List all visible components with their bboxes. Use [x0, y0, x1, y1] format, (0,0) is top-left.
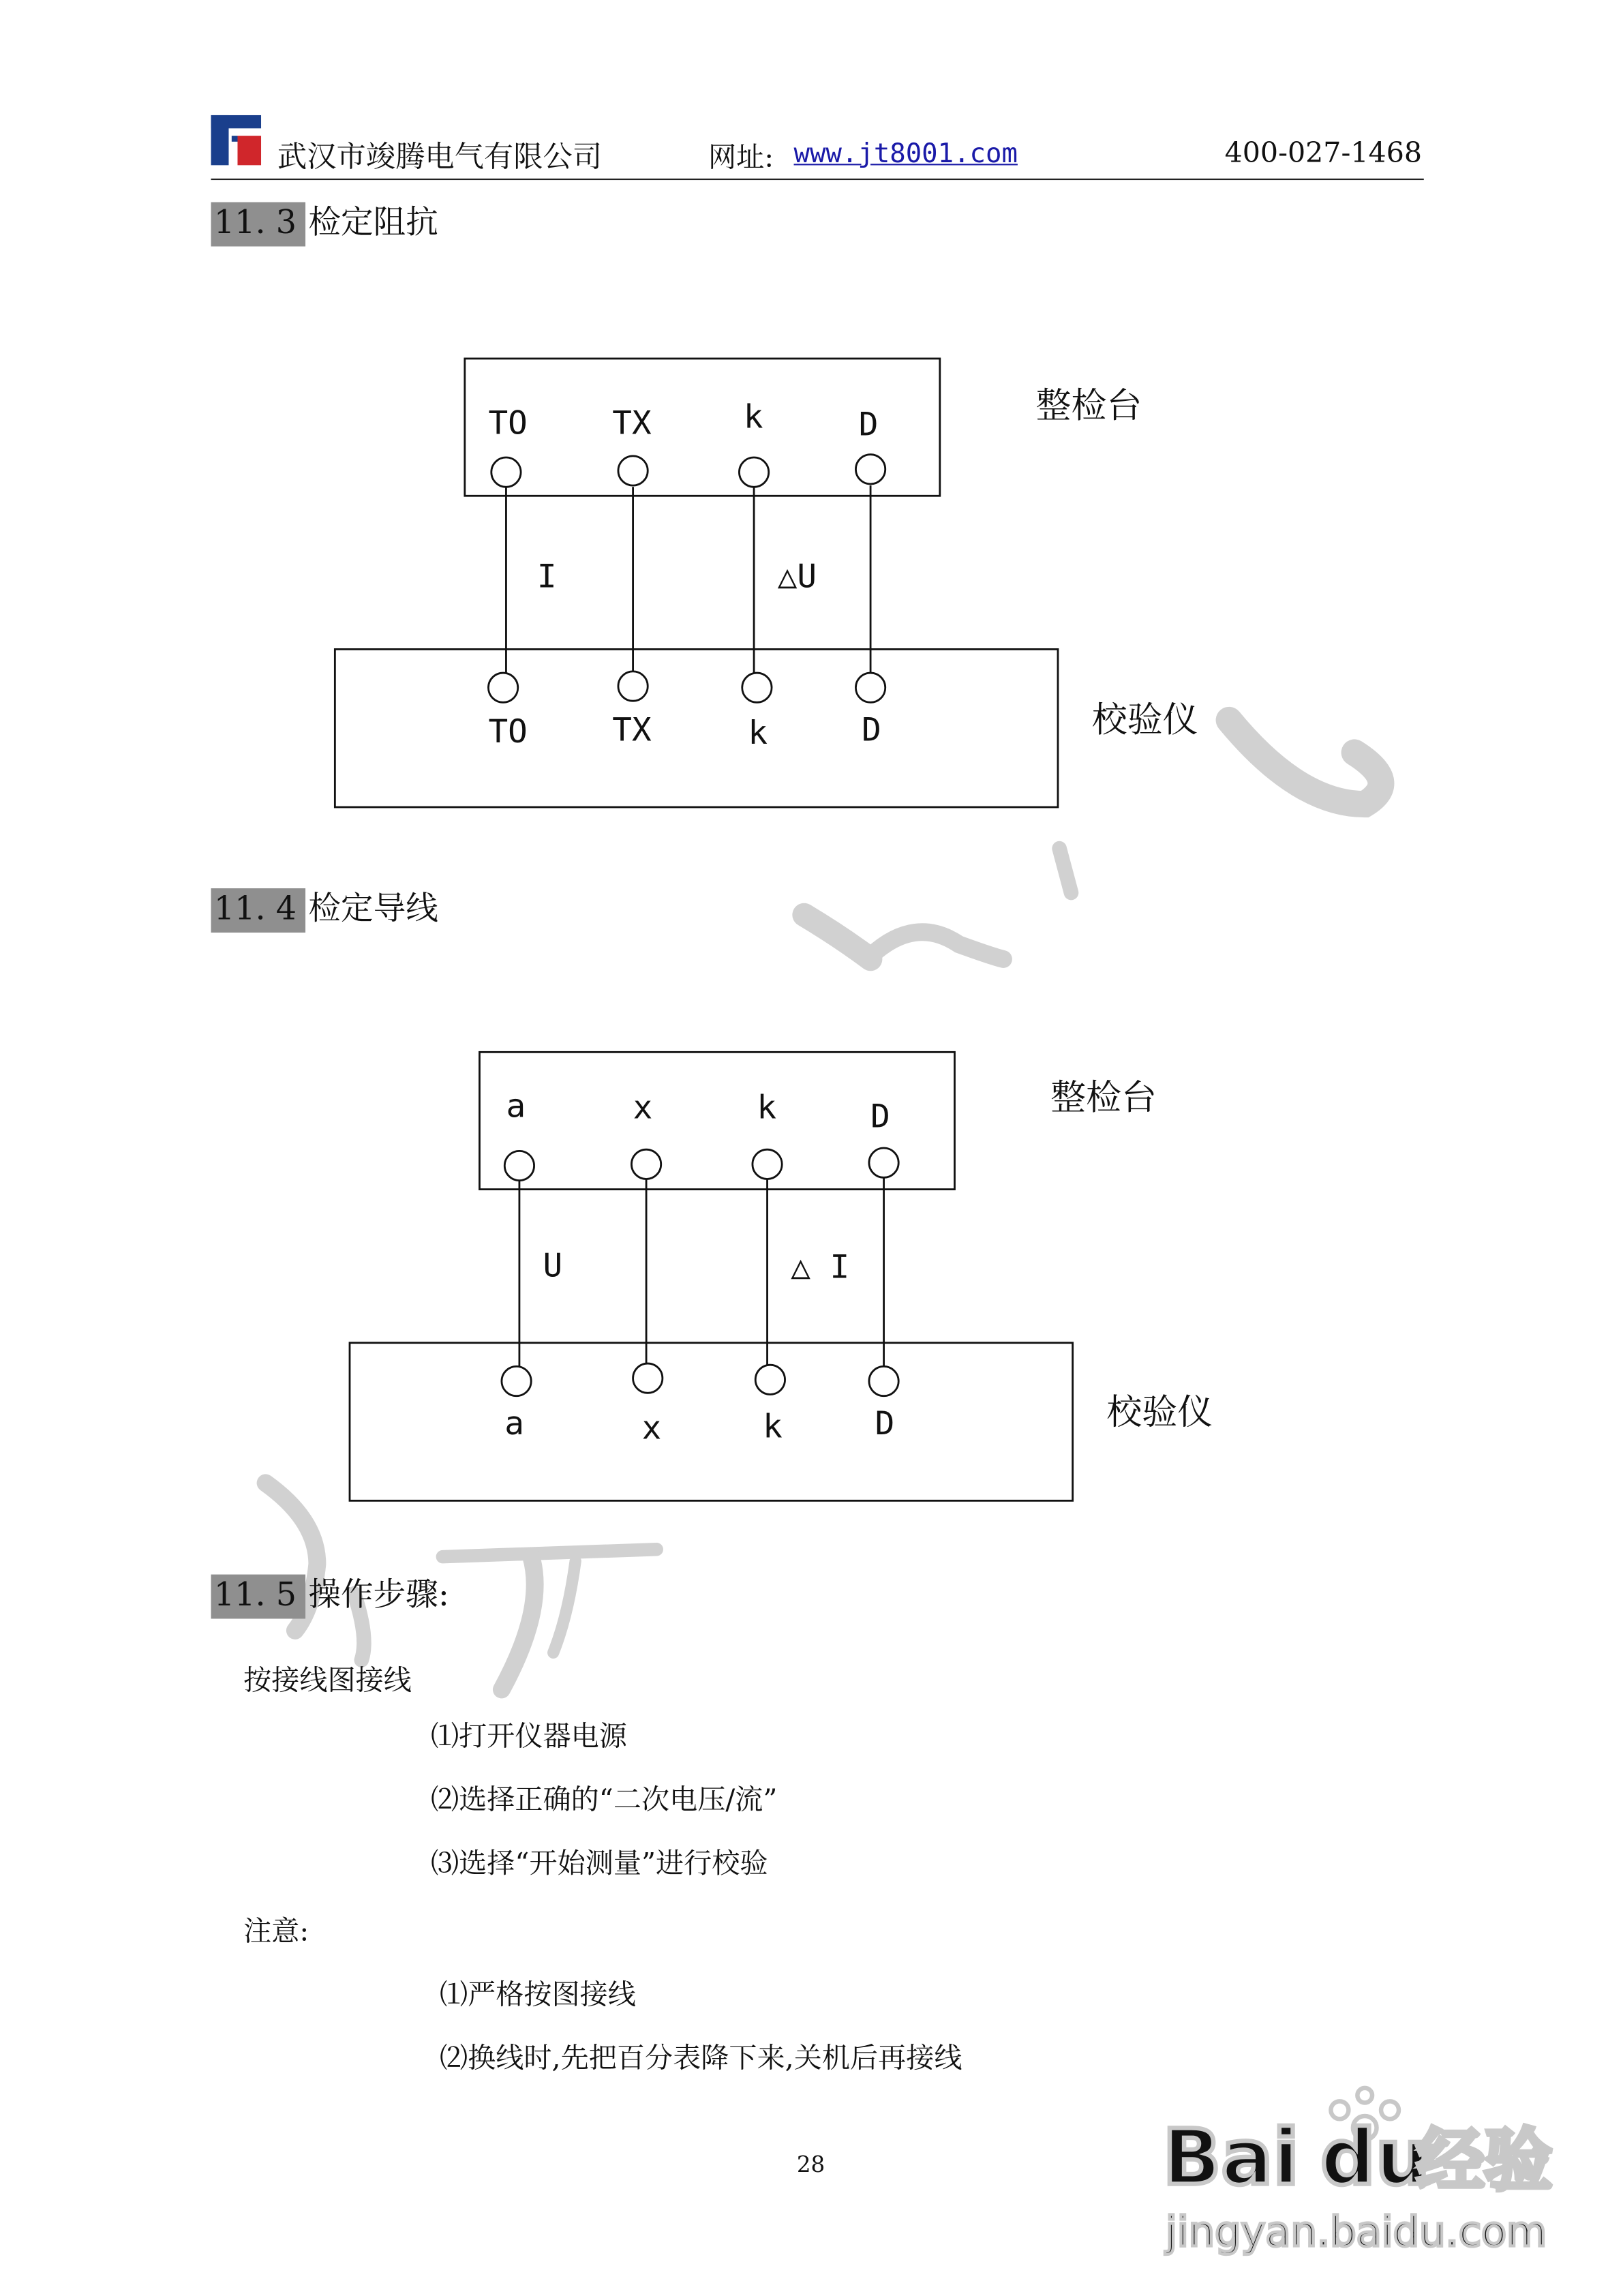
terminal-label-top-4: D: [858, 406, 879, 444]
wiring-instruction: 按接线图接线: [243, 1664, 412, 1697]
calibrator-label: 校验仪: [1106, 1391, 1213, 1433]
terminal-label-bottom-4: D: [875, 1404, 895, 1442]
watermark-brand-du: du: [1320, 2113, 1430, 2203]
section-number: 11. 3: [211, 202, 305, 247]
page-number: 28: [796, 2151, 825, 2178]
terminal-label-bottom-3: k: [763, 1408, 783, 1446]
note-item: ⑴严格按图接线: [440, 1978, 636, 2012]
watermark-brand: Bai: [1162, 2113, 1299, 2203]
terminal-label-bottom-2: x: [641, 1409, 662, 1447]
note-title: 注意:: [243, 1915, 309, 1948]
terminal-label-top-3: k: [757, 1089, 777, 1127]
step-item: ⑶选择“开始测量”进行校验: [431, 1847, 768, 1880]
website-link[interactable]: www.jt8001.com: [793, 138, 1018, 170]
step-item: ⑵选择正确的“二次电压/流”: [431, 1783, 778, 1817]
terminal-label-bottom-1: TO: [488, 712, 528, 751]
phone-number: 400-027-1468: [1224, 137, 1423, 170]
inspection-bench-label: 整检台: [1035, 385, 1142, 427]
watermark-product: 经验: [1416, 2121, 1553, 2201]
section-title: 操作步骤:: [308, 1577, 449, 1615]
terminal-label-bottom-3: k: [748, 714, 768, 752]
terminal-label-top-4: D: [870, 1098, 890, 1136]
terminal-label-bottom-2: TX: [612, 711, 652, 749]
terminal-label-top-1: a: [506, 1087, 526, 1126]
note-item: ⑵换线时,先把百分表降下来,关机后再接线: [440, 2042, 962, 2075]
delta-current-label: △ I: [791, 1248, 850, 1286]
calibrator-label: 校验仪: [1091, 699, 1198, 741]
terminal-label-top-1: TO: [488, 404, 528, 442]
terminal-label-bottom-4: D: [862, 711, 881, 749]
terminal-label-bottom-1: a: [504, 1404, 524, 1442]
delta-voltage-label: △U: [777, 558, 817, 596]
watermark-url: jingyan.baidu.com: [1165, 2208, 1547, 2256]
website-label: 网址:: [708, 141, 774, 175]
step-item: ⑴打开仪器电源: [431, 1720, 627, 1753]
section-title: 检定阻抗: [308, 205, 438, 242]
section-number: 11. 4: [211, 888, 305, 933]
terminal-label-top-3: k: [743, 398, 763, 436]
section-heading-11-5: [211, 1575, 449, 1619]
company-name: 武汉市竣腾电气有限公司: [277, 138, 603, 175]
voltage-label: U: [543, 1247, 563, 1285]
section-number: 11. 5: [211, 1575, 305, 1619]
terminal-label-top-2: TX: [612, 404, 652, 442]
inspection-bench-label: 整检台: [1050, 1077, 1157, 1119]
baidu-jingyan-watermark: [1151, 2066, 1564, 2272]
terminal-label-top-2: x: [633, 1089, 653, 1127]
current-label: I: [536, 558, 557, 596]
section-title: 检定导线: [308, 891, 438, 928]
